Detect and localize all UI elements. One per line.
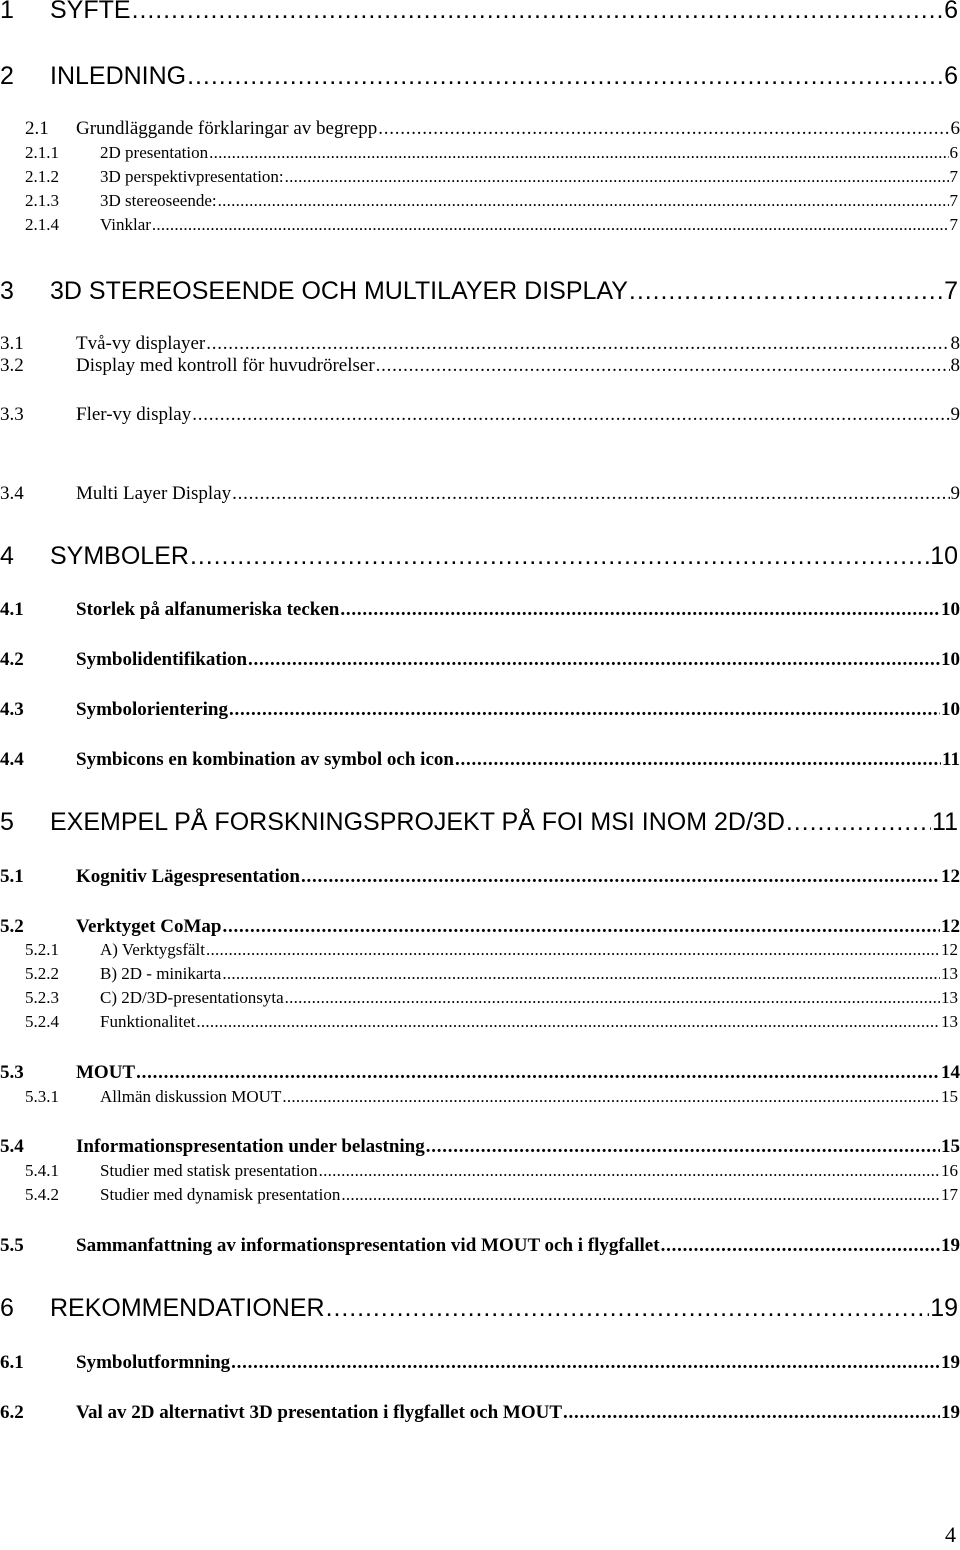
- toc-leader: [152, 215, 949, 235]
- toc-number: 3.4: [0, 483, 24, 504]
- toc-title: Två-vy displayer: [76, 333, 206, 354]
- toc-number: 4.2: [0, 649, 24, 670]
- toc-page: 13: [941, 1012, 958, 1031]
- toc-page: 10: [941, 649, 960, 670]
- toc-title: Verktyget CoMap: [76, 916, 222, 937]
- toc-number: 4.1: [0, 599, 24, 620]
- toc-page: 17: [941, 1185, 958, 1204]
- toc-page: 13: [941, 964, 958, 983]
- toc-leader: [378, 118, 949, 140]
- toc-title: 3D stereoseende:: [100, 191, 217, 210]
- toc-number: 5.2.4: [25, 1012, 59, 1031]
- toc-page: 19: [941, 1235, 960, 1256]
- page-number: 4: [945, 1522, 956, 1547]
- toc-leader: [285, 988, 940, 1008]
- toc-page: 7: [944, 277, 958, 305]
- toc-leader: [455, 749, 941, 771]
- toc-leader: [206, 333, 949, 355]
- toc-page: 10: [930, 542, 958, 570]
- toc-leader: [786, 808, 931, 837]
- toc-page: 9: [950, 483, 960, 504]
- toc-title: Symbolorientering: [76, 699, 228, 720]
- toc-title: B) 2D - minikarta: [100, 964, 222, 983]
- toc-entry[interactable]: [0, 699, 960, 725]
- toc-leader: [563, 1402, 940, 1424]
- toc-title: 2D presentation: [100, 143, 209, 162]
- toc-entry[interactable]: [0, 1012, 960, 1034]
- toc-entry[interactable]: [0, 277, 960, 311]
- toc-number: 5.1: [0, 866, 24, 887]
- toc-title: Grundläggande förklaringar av begrepp: [76, 118, 378, 139]
- toc-leader: [209, 143, 948, 163]
- toc-entry[interactable]: [0, 1062, 960, 1088]
- toc-title: SYFTE: [50, 0, 131, 24]
- toc-page: 12: [941, 940, 958, 959]
- toc-number: 4: [0, 542, 14, 570]
- toc-entry[interactable]: [0, 143, 960, 165]
- toc-number: 2.1.3: [25, 191, 59, 210]
- toc-leader: [248, 649, 940, 671]
- toc-number: 5.2.3: [25, 988, 59, 1007]
- toc-title: Studier med statisk presentation: [100, 1161, 318, 1180]
- toc-page: 7: [949, 191, 958, 210]
- toc-leader: [136, 1062, 940, 1084]
- toc-title: Symbicons en kombination av symbol och icon: [76, 749, 454, 770]
- toc-number: 2: [0, 62, 14, 90]
- toc-entry[interactable]: [0, 191, 960, 213]
- toc-leader: [206, 940, 940, 960]
- toc-page: 6: [944, 62, 958, 90]
- toc-number: 5.3: [0, 1062, 24, 1083]
- toc-leader: [132, 0, 944, 25]
- toc-title: INLEDNING: [50, 62, 187, 90]
- toc-page: 19: [930, 1294, 958, 1322]
- toc-page: 7: [949, 167, 958, 186]
- toc-page: 10: [941, 699, 960, 720]
- toc-leader: [341, 1185, 940, 1205]
- toc-entry[interactable]: [0, 167, 960, 189]
- toc-page: 11: [942, 749, 960, 770]
- toc-title: Sammanfattning av informationspresentation vid MOUT och i flygfallet: [76, 1235, 660, 1256]
- toc-leader: [232, 483, 949, 505]
- toc-title: Symbolidentifikation: [76, 649, 248, 670]
- toc-entry[interactable]: [0, 1235, 960, 1261]
- toc-entry[interactable]: [0, 1136, 960, 1162]
- toc-entry[interactable]: [0, 62, 960, 96]
- toc-title: Studier med dynamisk presentation: [100, 1185, 341, 1204]
- toc-leader: [231, 1352, 940, 1374]
- toc-entry[interactable]: [0, 988, 960, 1010]
- toc-page: 11: [932, 808, 958, 836]
- toc-page: 6: [949, 143, 958, 162]
- toc-entry[interactable]: [0, 542, 960, 576]
- toc-title: Symbolutformning: [76, 1352, 231, 1373]
- toc-page: 15: [941, 1087, 958, 1106]
- toc-number: 4.3: [0, 699, 24, 720]
- toc-number: 3.2: [0, 355, 24, 376]
- toc-page: 7: [949, 215, 958, 234]
- toc-title: MOUT: [76, 1062, 136, 1083]
- toc-number: 3: [0, 277, 14, 305]
- toc-entry[interactable]: [0, 916, 960, 942]
- toc-title: Val av 2D alternativt 3D presentation i flygfallet och MOUT: [76, 1402, 563, 1423]
- toc-title: Allmän diskussion MOUT: [100, 1087, 282, 1106]
- toc-page: 13: [941, 988, 958, 1007]
- toc-leader: [218, 191, 949, 211]
- toc-number: 1: [0, 0, 14, 24]
- toc-title: Multi Layer Display: [76, 483, 232, 504]
- toc-page: 6: [944, 0, 958, 24]
- toc-entry[interactable]: [0, 1402, 960, 1428]
- toc-number: 5.4.1: [25, 1161, 59, 1180]
- toc-title: A) Verktygsfält: [100, 940, 205, 959]
- toc-number: 3.3: [0, 404, 24, 425]
- toc-page: 9: [950, 404, 960, 425]
- toc-page: 10: [941, 599, 960, 620]
- toc-leader: [192, 404, 949, 426]
- toc-page: 16: [941, 1161, 958, 1180]
- toc-number: 6: [0, 1294, 14, 1322]
- toc-page: 12: [941, 916, 960, 937]
- toc-page: 6: [950, 118, 960, 139]
- toc-leader: [229, 699, 940, 721]
- toc-number: 5.5: [0, 1235, 24, 1256]
- toc-number: 6.1: [0, 1352, 24, 1373]
- toc-page: 8: [950, 355, 960, 376]
- toc-title: Kognitiv Lägespresentation: [76, 866, 300, 887]
- toc-title: Funktionalitet: [100, 1012, 196, 1031]
- toc-entry[interactable]: [0, 749, 960, 775]
- toc-title: C) 2D/3D-presentationsyta: [100, 988, 284, 1007]
- toc-page: 19: [941, 1402, 960, 1423]
- toc-leader: [285, 167, 949, 187]
- toc-entry[interactable]: [0, 1161, 960, 1183]
- toc-title: Storlek på alfanumeriska tecken: [76, 599, 340, 620]
- toc-number: 2.1.1: [25, 143, 59, 162]
- toc-number: 5.4.2: [25, 1185, 59, 1204]
- toc-entry[interactable]: [0, 404, 960, 430]
- toc-leader: [376, 355, 950, 377]
- toc-leader: [187, 62, 943, 91]
- toc-entry[interactable]: [0, 964, 960, 986]
- toc-leader: [629, 277, 943, 306]
- toc-leader: [340, 599, 940, 621]
- toc-number: 3.1: [0, 333, 24, 354]
- toc-leader: [301, 866, 940, 888]
- toc-page: 14: [941, 1062, 960, 1083]
- toc-entry[interactable]: [0, 808, 960, 842]
- toc-entry[interactable]: [0, 599, 960, 625]
- toc-number: 5: [0, 808, 14, 836]
- toc-page: 12: [941, 866, 960, 887]
- toc-number: 5.3.1: [25, 1087, 59, 1106]
- toc-number: 5.4: [0, 1136, 24, 1157]
- toc-entry[interactable]: [0, 649, 960, 675]
- toc-entry[interactable]: [0, 940, 960, 962]
- toc-leader: [190, 542, 929, 571]
- toc-entry[interactable]: [0, 866, 960, 892]
- toc-title: Informationspresentation under belastning: [76, 1136, 425, 1157]
- toc-number: 2.1: [25, 118, 49, 139]
- toc-number: 6.2: [0, 1402, 24, 1423]
- toc-page: 19: [941, 1352, 960, 1373]
- toc-number: 4.4: [0, 749, 24, 770]
- toc-leader: [222, 964, 940, 984]
- toc-leader: [282, 1087, 940, 1107]
- toc-page: 8: [950, 333, 960, 354]
- toc-title: 3D STEREOSEENDE OCH MULTILAYER DISPLAY: [50, 277, 628, 305]
- toc-number: 2.1.2: [25, 167, 59, 186]
- toc-entry[interactable]: [0, 1087, 960, 1109]
- toc-leader: [326, 1294, 930, 1323]
- toc-leader: [661, 1235, 940, 1257]
- toc-entry[interactable]: [0, 0, 960, 30]
- toc-number: 5.2.1: [25, 940, 59, 959]
- toc-entry[interactable]: [0, 483, 960, 509]
- toc-entry[interactable]: [0, 118, 960, 144]
- toc-number: 5.2: [0, 916, 24, 937]
- toc-leader: [196, 1012, 940, 1032]
- toc-title: EXEMPEL PÅ FORSKNINGSPROJEKT PÅ FOI MSI INOM 2D/3D: [50, 808, 785, 836]
- toc-number: 5.2.2: [25, 964, 59, 983]
- toc-page: 15: [941, 1136, 960, 1157]
- toc-title: Vinklar: [100, 215, 151, 234]
- toc-leader: [222, 916, 940, 938]
- toc-title: Fler-vy display: [76, 404, 192, 425]
- toc-leader: [426, 1136, 940, 1158]
- toc-title: SYMBOLER: [50, 542, 189, 570]
- toc-number: 2.1.4: [25, 215, 59, 234]
- toc-entry[interactable]: [0, 1294, 960, 1328]
- toc-title: Display med kontroll för huvudrörelser: [76, 355, 375, 376]
- toc-entry[interactable]: [0, 215, 960, 237]
- toc-entry[interactable]: [0, 1352, 960, 1378]
- toc-entry[interactable]: [0, 1185, 960, 1207]
- toc-leader: [319, 1161, 940, 1181]
- toc-title: REKOMMENDATIONER: [50, 1294, 325, 1322]
- toc-title: 3D perspektivpresentation:: [100, 167, 284, 186]
- toc-entry[interactable]: [0, 355, 960, 381]
